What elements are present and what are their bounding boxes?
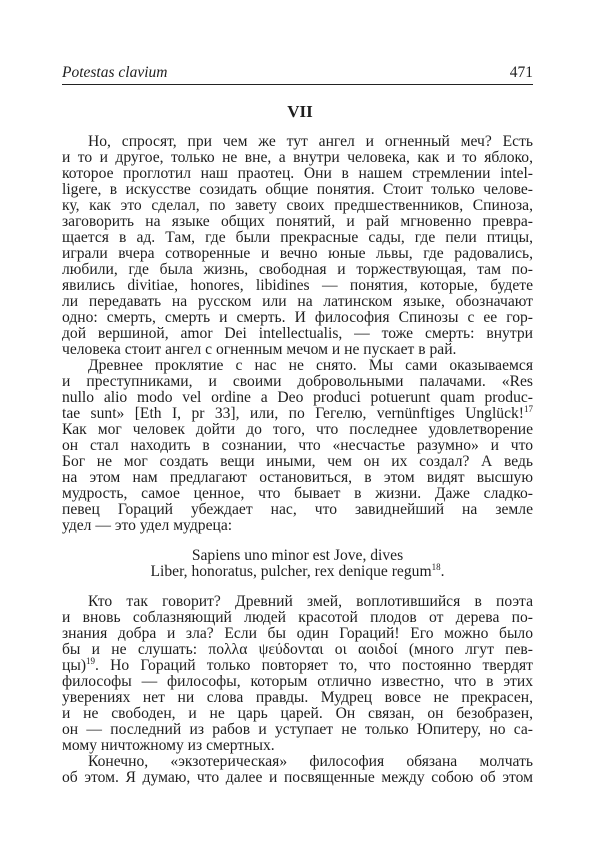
line-text: бы и не слушать: πολλα ψεύδονται οι αοιδοί (много лгут пев- <box>62 641 533 658</box>
paragraph <box>62 754 533 786</box>
line-text: мудрость, самое ценное, что бывает в жизни. Даже сладко- <box>62 485 533 502</box>
line-text: заговорить на языке общих понятий, и рай мгновенно превра- <box>62 213 533 230</box>
line-text: дой вершиной, amor Dei intellectualis, — тоже смерть: внутри <box>62 325 533 342</box>
text-line <box>62 150 533 166</box>
line-text: tae sunt» [Eth I, pr 33], или, по Гегелю, vernünftiges Unglück! <box>62 405 524 422</box>
line-text: и вновь соблазняющий людей красотой плодов от дерева по- <box>62 609 533 626</box>
line-text: любили, где была жизнь, свободная и торжествующая, там по- <box>62 261 533 278</box>
line-text: играли вчера сотворенные и вечно юные львы, где радовались, <box>62 245 533 262</box>
line-text: ligere, в искусстве созидать общие понятия. Стоит только челове- <box>62 181 533 198</box>
text-line <box>62 658 533 674</box>
line-text: на этом нам предлагают остановиться, в этом видят высшую <box>62 469 533 486</box>
footnote-ref[interactable]: 18 <box>431 562 441 572</box>
line-text: и преступниками, и своими добровольными палачами. «Res <box>62 373 533 390</box>
line-text: он — последний из рабов и уступает не только Юпитеру, но са- <box>62 721 533 738</box>
text-line <box>62 278 533 294</box>
text-line <box>62 406 533 422</box>
footnote-ref[interactable]: 17 <box>524 404 533 414</box>
text-line <box>62 358 533 374</box>
footnote-ref[interactable]: 19 <box>86 656 96 666</box>
text-line <box>62 722 533 738</box>
line-text: философы — философы, которым отлично известно, что в этих <box>62 673 533 690</box>
text-line <box>62 470 533 486</box>
running-title: Potestas clavium <box>62 64 168 81</box>
text-line <box>62 754 533 770</box>
line-text: Но, спросят, при чем же тут ангел и огненный меч? Есть <box>88 133 533 150</box>
paragraph <box>62 358 533 534</box>
line-text: ли передавать на русском или на латинском языке, обозначают <box>62 293 533 310</box>
line-text: Древнее проклятие с нас не снято. Мы сами оказываемся <box>88 357 533 374</box>
chapter-heading: VII <box>287 102 313 121</box>
text-line <box>62 134 533 150</box>
text-line <box>62 166 533 182</box>
text-line <box>62 610 533 626</box>
paragraph <box>62 134 533 358</box>
text-line <box>62 310 533 326</box>
text-line <box>62 262 533 278</box>
line-text: знания добра и зла? Если бы один Гораций! Его можно было <box>62 625 533 642</box>
line-text: nullo alio modo vel ordine a Deo produci potuerunt quam produc- <box>62 389 533 406</box>
text-line <box>62 374 533 390</box>
text-line <box>62 674 533 690</box>
text-line <box>62 294 533 310</box>
line-text: певец Гораций убеждает нас, что завиднейший на земле <box>62 501 533 518</box>
text-line <box>62 502 533 518</box>
paragraph <box>62 594 533 754</box>
line-text: ку, как это сделал, по завету своих предшественников, Спиноза, <box>62 197 533 214</box>
line-text: Конечно, «экзотерическая» философия обязана молчать <box>88 753 533 770</box>
text-line <box>62 486 533 502</box>
text-line <box>62 518 533 534</box>
text-line <box>62 390 533 406</box>
line-text: он стал находить в сознании, что «несчастье разумно» и что <box>62 437 533 454</box>
line-text: и то и другое, только не вне, а внутри человека, как и то яблоко, <box>62 149 533 166</box>
text-line <box>62 230 533 246</box>
line-text: удел — это удел мудреца: <box>62 517 233 534</box>
text-line <box>62 770 533 786</box>
text-line <box>62 690 533 706</box>
verse-line <box>62 564 533 580</box>
text-line <box>62 246 533 262</box>
text-line <box>62 642 533 658</box>
body-text <box>62 134 533 786</box>
text-line <box>62 438 533 454</box>
line-text: щается в ад. Там, где были прекрасные сады, где пели птицы, <box>62 229 533 246</box>
line-text: об этом. Я думаю, что далее и посвященные между собою об этом <box>62 769 533 786</box>
text-line <box>62 706 533 722</box>
text-line <box>62 738 533 754</box>
text-line <box>62 326 533 342</box>
text-line <box>62 422 533 438</box>
text-line <box>62 626 533 642</box>
line-text: Кто так говорит? Древний змей, воплотившийся в поэта <box>88 593 533 610</box>
line-text: Как мог человек дойти до того, что последнее удовлетворение <box>62 421 533 438</box>
line-text: которое проглотил наш праотец. Они в нашем стремлении intel- <box>62 165 533 182</box>
text-line <box>62 454 533 470</box>
line-text: и не свободен, и не царь царей. Он связан, он безобразен, <box>62 705 533 722</box>
line-text: Бог не мог создать вещи иными, чем он их создал? А ведь <box>62 453 533 470</box>
text-line <box>62 182 533 198</box>
running-header <box>62 63 533 85</box>
text-line <box>62 594 533 610</box>
line-text: Sapiens uno minor est Jove, dives <box>191 547 404 564</box>
line-text: явились divitiae, honores, libidines — понятия, которые, будете <box>62 277 533 294</box>
line-text: цы) <box>62 657 87 674</box>
verse-quote <box>62 548 533 580</box>
text-line <box>62 198 533 214</box>
text-line <box>62 214 533 230</box>
page-number: 471 <box>509 64 533 81</box>
line-text: Liber, honoratus, pulcher, rex denique regum <box>150 563 432 580</box>
line-text: . Но Гораций только повторяет то, что постоянно твердят <box>95 657 533 674</box>
text-line <box>62 342 533 358</box>
verse-line <box>62 548 533 564</box>
line-text: человека стоит ангел с огненным мечом и не пускает в рай. <box>62 341 457 358</box>
line-text: уверениях нет ни слова правды. Мудрец вовсе не прекрасен, <box>62 689 533 706</box>
line-text: мому ничтожному из смертных. <box>62 737 275 754</box>
line-text: одно: смерть, смерть и смерть. И философия Спинозы с ее гор- <box>62 309 533 326</box>
line-text: . <box>440 563 445 580</box>
